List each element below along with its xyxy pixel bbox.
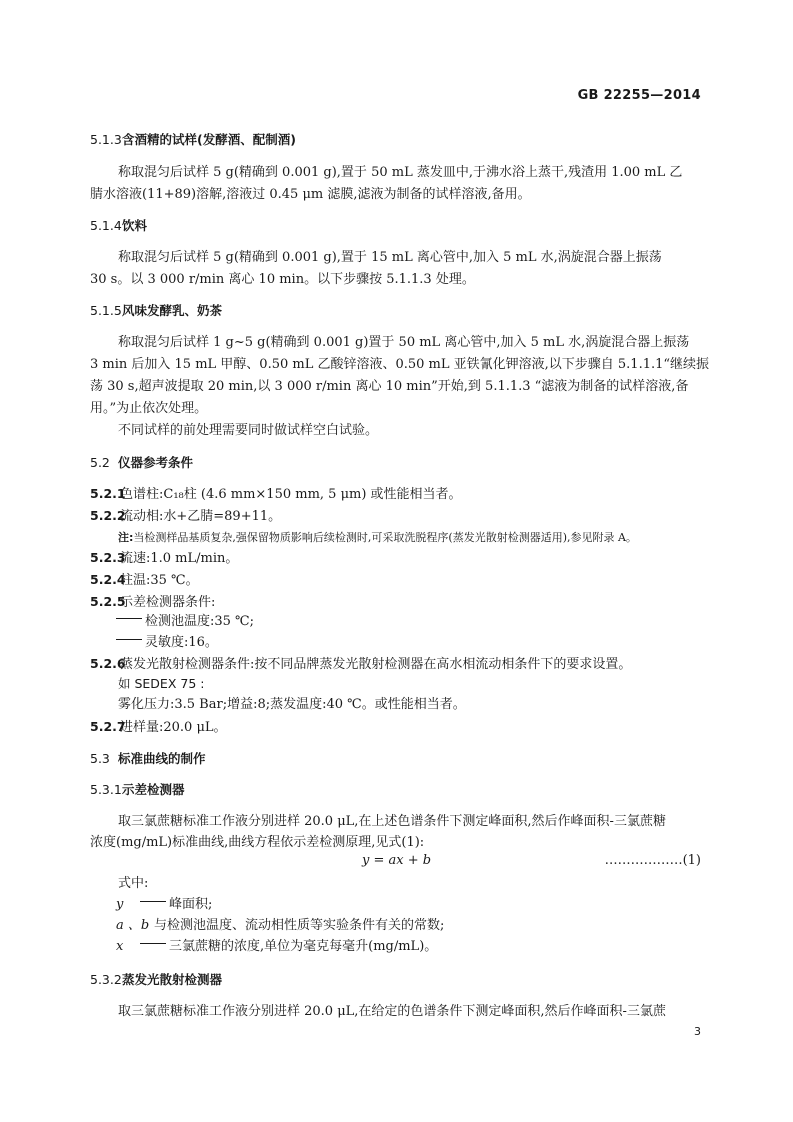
paragraph-line: 称取混匀后试样 5 g(精确到 0.001 g),置于 50 mL 蒸发皿中,于沸水浴上蒸干,残渣用 1.00 mL 乙: [118, 165, 683, 180]
paragraph-line: 浓度(mg/mL)标准曲线,曲线方程依示差检测原理,见式(1):: [90, 835, 425, 850]
paragraph-line: 称取混匀后试样 1 g~5 g(精确到 0.001 g)置于 50 mL 离心管中,加入 5 mL 水,涡旋混合器上振荡: [118, 335, 690, 350]
paragraph-line: 如 SEDEX 75 :: [118, 676, 205, 691]
dash-mark: [140, 901, 166, 902]
paragraph-line: 荡 30 s,超声波提取 20 min,以 3 000 r/min 离心 10 min”开始,到 5.1.1.3 “滤液为制备的试样溶液,备: [90, 379, 689, 394]
sub-item: 灵敏度:16。: [112, 635, 701, 651]
paragraph-line: 3 min 后加入 15 mL 甲醇、0.50 mL 乙酸锌溶液、0.50 mL 亚铁氰化钾溶液,以下步骤自 5.1.1.1“继续振: [90, 357, 710, 372]
paragraph-line: 雾化压力:3.5 Bar;增益:8;蒸发温度:40 ℃。或性能相当者。: [118, 697, 466, 712]
section-5-1-4-heading: 5.1.4饮料: [90, 218, 148, 233]
variable-row: a 、b 与检测池温度、流动相性质等实验条件有关的常数;: [116, 918, 445, 933]
paragraph-line: 用。”为止依次处理。: [90, 401, 208, 416]
paragraph-line: 取三氯蔗糖标准工作液分别进样 20.0 μL,在上述色谱条件下测定峰面积,然后作峰面积-三氯蔗糖: [118, 814, 666, 829]
item-5-2-2: 5.2.2流动相:水+乙腈=89+11。: [90, 508, 282, 524]
section-5-3-1-heading: 5.3.1示差检测器: [90, 782, 185, 797]
item-5-2-3: 5.2.3流速:1.0 mL/min。: [90, 550, 239, 566]
formula: y = ax + b: [362, 853, 432, 868]
section-5-3-heading: 5.3 标准曲线的制作: [90, 751, 206, 766]
item-5-2-4: 5.2.4柱温:35 ℃。: [90, 572, 199, 588]
variable-row: y 峰面积;: [116, 897, 213, 912]
note: 注:当检测样品基质复杂,强保留物质影响后续检测时,可采取洗脱程序(蒸发光散射检测器适用),参见附录 A。: [118, 531, 637, 544]
section-5-1-5-heading: 5.1.5风味发酵乳、奶茶: [90, 303, 223, 318]
section-5-3-2-heading: 5.3.2蒸发光散射检测器: [90, 972, 223, 987]
standard-code: GB 22255—2014: [577, 88, 701, 103]
paragraph-line: 30 s。以 3 000 r/min 离心 10 min。以下步骤按 5.1.1.3 处理。: [90, 272, 475, 287]
item-5-2-7: 5.2.7进样量:20.0 μL。: [90, 719, 227, 735]
variable-row: x 三氯蔗糖的浓度,单位为毫克每毫升(mg/mL)。: [116, 939, 438, 954]
where-label: 式中:: [118, 876, 149, 891]
formula-number: ………………(1): [604, 853, 701, 868]
page-number: 3: [694, 1025, 701, 1038]
dash-mark: [140, 943, 166, 944]
paragraph-line: 腈水溶液(11+89)溶解,溶液过 0.45 μm 滤膜,滤液为制备的试样溶液,备用。: [90, 187, 531, 202]
item-5-2-1: 5.2.1色谱柱:C₁₈柱 (4.6 mm×150 mm, 5 μm) 或性能相当者。: [90, 486, 462, 502]
paragraph-line: 不同试样的前处理需要同时做试样空白试验。: [118, 423, 379, 438]
section-5-2-heading: 5.2 仪器参考条件: [90, 455, 194, 470]
dash-mark: [116, 618, 142, 619]
paragraph-line: 称取混匀后试样 5 g(精确到 0.001 g),置于 15 mL 离心管中,加入 5 mL 水,涡旋混合器上振荡: [118, 250, 662, 265]
section-5-1-3-heading: 5.1.3含酒精的试样(发酵酒、配制酒): [90, 132, 296, 147]
sub-item: 检测池温度:35 ℃;: [112, 614, 701, 630]
item-5-2-5: 5.2.5示差检测器条件:: [90, 594, 216, 610]
item-5-2-6: 5.2.6蒸发光散射检测器条件:按不同品牌蒸发光散射检测器在高水相流动相条件下的要求设置。: [90, 656, 632, 672]
paragraph-line: 取三氯蔗糖标准工作液分别进样 20.0 μL,在给定的色谱条件下测定峰面积,然后作峰面积-三氯蔗: [118, 1004, 666, 1019]
dash-mark: [116, 639, 142, 640]
